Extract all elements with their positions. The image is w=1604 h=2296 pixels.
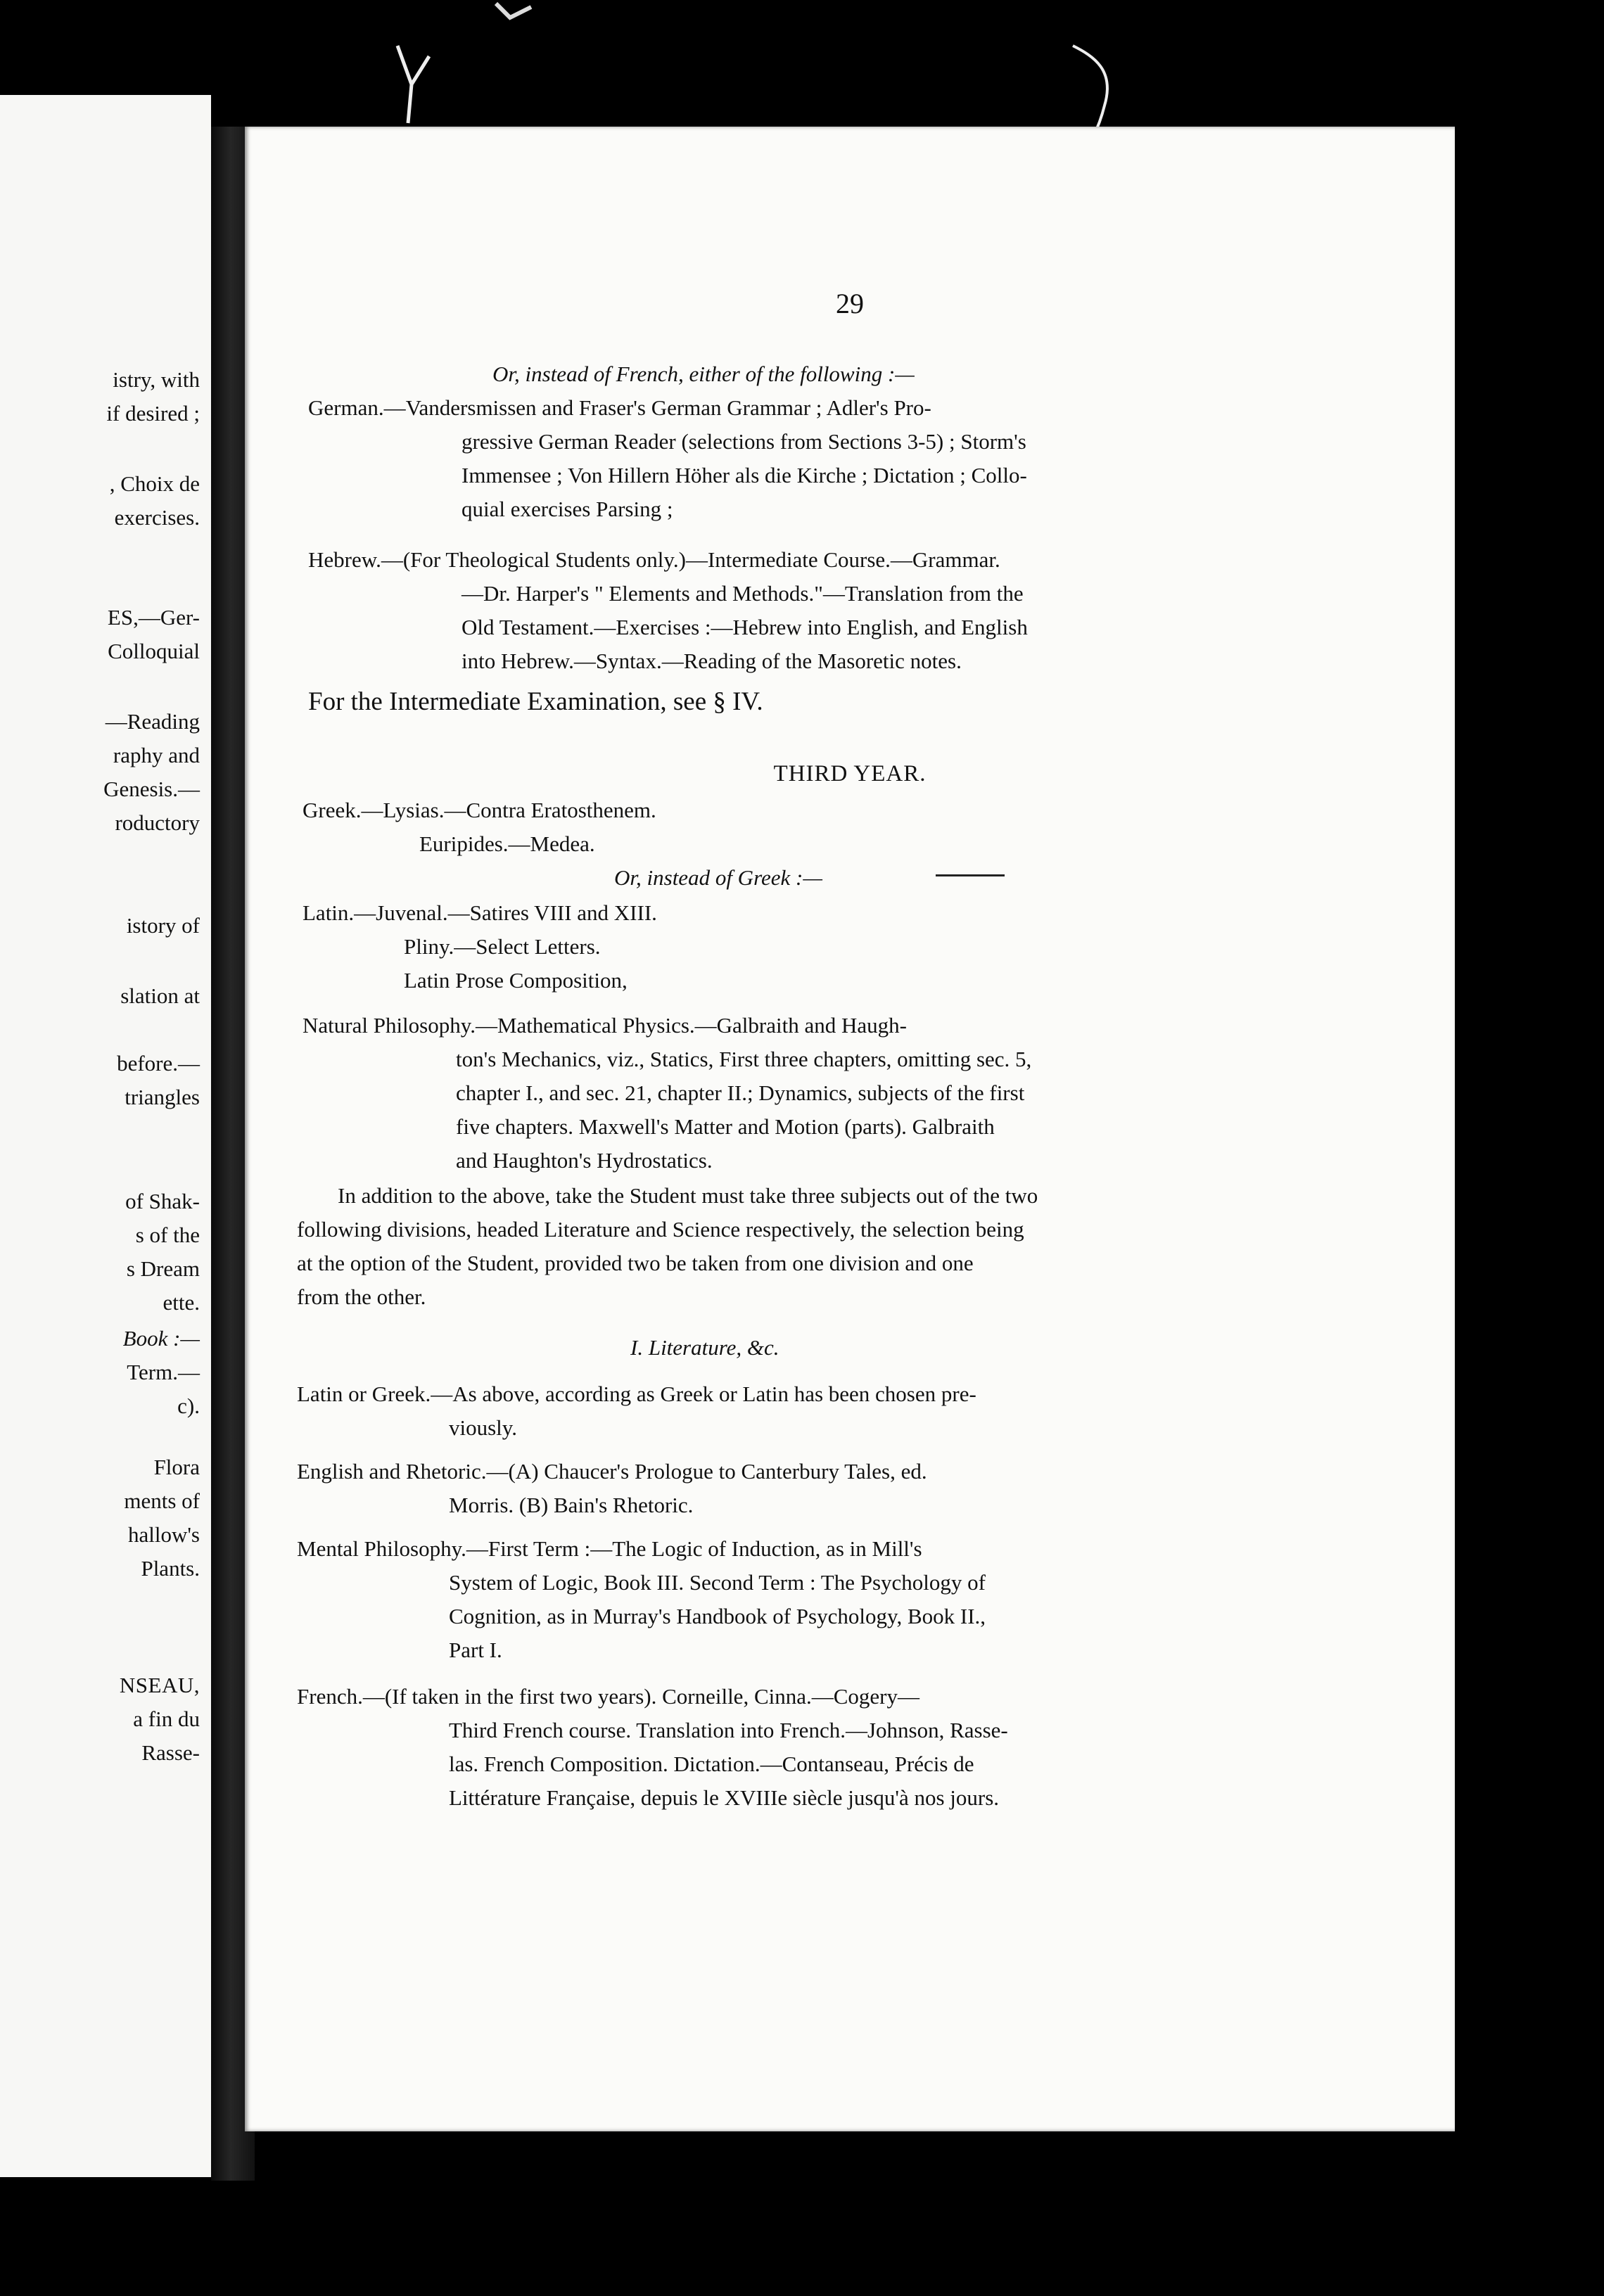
addition-paragraph-line: from the other. [297,1284,426,1309]
latin-or-greek-line: Latin or Greek.—As above, according as Greek or Latin has been chosen pre- [297,1382,976,1406]
left-fragment-line: s Dream [126,1256,200,1281]
natural-philosophy-line: and Haughton's Hydrostatics. [456,1148,713,1173]
left-fragment-line: c). [177,1393,200,1418]
natural-philosophy-line: five chapters. Maxwell's Matter and Motion (parts). Galbraith [456,1114,995,1139]
french-line: las. French Composition. Dictation.—Contanseau, Précis de [449,1752,974,1776]
left-fragment-line: if desired ; [106,401,200,426]
scan-mark [492,0,535,28]
greek-line: Greek.—Lysias.—Contra Eratosthenem. [303,798,656,822]
german-line: gressive German Reader (selections from Sections 3-5) ; Storm's [462,429,1026,454]
or-instead-french: Or, instead of French, either of the following :— [492,362,915,386]
mental-philosophy-line: System of Logic, Book III. Second Term : The Psychology of [449,1570,986,1595]
left-fragment-line: triangles [125,1085,200,1109]
scan-mark [390,42,433,127]
french-line: Third French course. Translation into French.—Johnson, Rasse- [449,1718,1008,1742]
left-fragment-line: roductory [115,810,200,835]
left-fragment-line: s of the [135,1223,200,1247]
third-year-heading: THIRD YEAR. [773,761,927,786]
left-fragment-line: ES,—Ger- [107,605,200,630]
left-fragment-line: hallow's [127,1522,200,1547]
greek-line: Euripides.—Medea. [419,831,595,856]
left-fragment-line: —Reading [105,709,200,734]
page-number: 29 [836,288,864,319]
literature-heading: I. Literature, &c. [630,1335,779,1360]
german-line: Immensee ; Von Hillern Höher als die Kirche ; Dictation ; Collo- [462,463,1027,487]
german-line: quial exercises Parsing ; [462,497,673,521]
left-fragment-line: of Shak- [125,1189,200,1213]
hebrew-line: —Dr. Harper's " Elements and Methods."—Translation from the [462,581,1024,606]
left-fragment-line: Colloquial [108,639,200,663]
left-fragment-line: , Choix de [109,471,200,496]
left-fragment-line: raphy and [113,743,200,767]
left-fragment-line: Rasse- [141,1740,200,1765]
left-fragment-line: ette. [163,1290,200,1315]
english-rhetoric-line: Morris. (B) Bain's Rhetoric. [449,1493,694,1517]
left-fragment-line: before.— [117,1051,200,1076]
natural-philosophy-line: chapter I., and sec. 21, chapter II.; Dynamics, subjects of the first [456,1080,1025,1105]
left-fragment-line: exercises. [114,505,200,530]
addition-paragraph-line: In addition to the above, take the Student must take three subjects out of the two [338,1183,1038,1208]
left-fragment-line: Genesis.— [103,777,200,801]
hebrew-line: into Hebrew.—Syntax.—Reading of the Masoretic notes. [462,649,962,673]
german-line: German.—Vandersmissen and Fraser's German Grammar ; Adler's Pro- [308,395,931,420]
english-rhetoric-line: English and Rhetoric.—(A) Chaucer's Prologue to Canterbury Tales, ed. [297,1459,927,1484]
left-fragment-line: istry, with [113,367,200,392]
intermediate-exam-note: For the Intermediate Examination, see § IV. [308,687,763,716]
left-fragment-line: a fin du [133,1707,200,1731]
mental-philosophy-line: Cognition, as in Murray's Handbook of Psychology, Book II., [449,1604,986,1628]
mental-philosophy-line: Part I. [449,1638,502,1662]
natural-philosophy-line: Natural Philosophy.—Mathematical Physics.—Galbraith and Haugh- [303,1013,907,1038]
left-fragment-line: Plants. [141,1556,200,1581]
french-line: Littérature Française, depuis le XVIIIe siècle jusqu'à nos jours. [449,1785,1000,1810]
addition-paragraph-line: at the option of the Student, provided two be taken from one division and one [297,1251,974,1275]
hebrew-line: Hebrew.—(For Theological Students only.)—Intermediate Course.—Grammar. [308,547,1000,572]
latin-line: Pliny.—Select Letters. [404,934,601,959]
latin-or-greek-line: viously. [449,1415,518,1440]
left-fragment-line: slation at [120,983,200,1008]
french-line: French.—(If taken in the first two years). Corneille, Cinna.—Cogery— [297,1684,919,1709]
left-fragment-line: Flora [153,1455,200,1479]
left-fragment-line: Book :— [122,1326,200,1351]
previous-page-fragment [0,95,211,2177]
mental-philosophy-line: Mental Philosophy.—First Term :—The Logic of Induction, as in Mill's [297,1536,922,1561]
left-fragment-line: istory of [126,913,200,938]
latin-line: Latin.—Juvenal.—Satires VIII and XIII. [303,900,657,925]
or-instead-greek: Or, instead of Greek :— [614,865,822,890]
natural-philosophy-line: ton's Mechanics, viz., Statics, First three chapters, omitting sec. 5, [456,1047,1032,1071]
book-page [245,127,1455,2131]
section-divider [936,874,1005,876]
left-fragment-line: Term.— [127,1360,200,1384]
left-fragment-line: NSEAU, [119,1673,200,1697]
left-fragment-line: ments of [124,1488,200,1513]
addition-paragraph-line: following divisions, headed Literature and Science respectively, the selection being [297,1217,1024,1242]
latin-line: Latin Prose Composition, [404,968,628,993]
hebrew-line: Old Testament.—Exercises :—Hebrew into English, and English [462,615,1028,639]
